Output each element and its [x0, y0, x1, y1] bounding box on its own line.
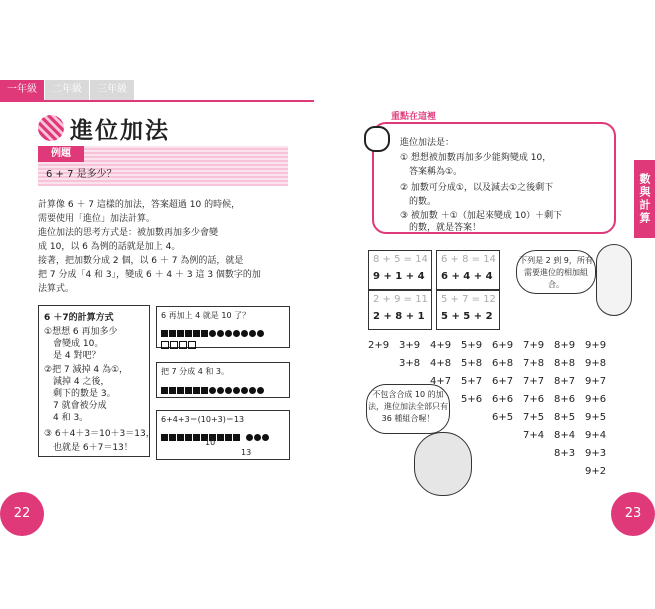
paragraph-line: 計算像 6 ＋ 7 這樣的加法，答案超過 10 的時候， [38, 200, 241, 210]
sum-cell: 7+8 [523, 358, 545, 369]
sum-cell: 5+8 [461, 358, 483, 369]
panel-3-label-10: 10 [205, 438, 216, 447]
sum-cell: 6+6 [492, 394, 514, 405]
equation-top: 2 + 9 = 11 [373, 294, 428, 305]
sum-cell: 9+9 [585, 340, 607, 351]
sum-cell: 4+8 [430, 358, 452, 369]
method-line: 剩下的數是 3。 [44, 389, 116, 399]
title-ball-icon [38, 115, 64, 141]
equation-box [368, 250, 432, 290]
panel-2-text: 把 7 分成 4 和 3。 [161, 367, 229, 376]
sum-cell: 8+6 [554, 394, 576, 405]
panel-1-empty-blocks [161, 334, 197, 353]
sum-cell: 6+7 [492, 376, 514, 387]
sum-cell: 8+9 [554, 340, 576, 351]
key-line: 的數，就是答案！ [400, 223, 482, 233]
key-line: 的數。 [400, 197, 437, 207]
paragraph-line: 成 10，以 6 為例的話就是加上 4。 [38, 242, 181, 252]
sum-cell: 8+8 [554, 358, 576, 369]
sum-cell: 4+9 [430, 340, 452, 351]
tab-grade-2[interactable]: 二年級 [45, 80, 89, 100]
method-line: 4 和 3。 [44, 413, 89, 423]
sum-cell: 9+7 [585, 376, 607, 387]
method-line: 也就是 6＋7＝13！ [44, 443, 133, 453]
sum-cell: 3+9 [399, 340, 421, 351]
sum-cell: 8+3 [554, 448, 576, 459]
page-title: 進位加法 [70, 118, 170, 144]
speech-bubble-nobita: 下列是 2 到 9，所有需要進位的相加組合。 [516, 250, 596, 294]
sum-cell: 8+7 [554, 376, 576, 387]
equation-bottom: 5 + 5 + 2 [441, 311, 493, 322]
paragraph-line: 把 7 分成「4 和 3」，變成 6 ＋ 4 ＋ 3 這 3 個數字的加 [38, 270, 261, 280]
method-line: 減掉 4 之後， [44, 377, 110, 387]
sum-cell: 9+2 [585, 466, 607, 477]
sum-cell: 2+9 [368, 340, 390, 351]
panel-step-2 [156, 362, 290, 398]
paragraph-line: 需要使用「進位」加法計算。 [38, 214, 156, 224]
example-label: 例題 [38, 146, 84, 162]
equation-box [436, 250, 500, 290]
sum-cell: 6+8 [492, 358, 514, 369]
equation-bottom: 2 + 8 + 1 [373, 311, 425, 322]
side-tab-number-calc[interactable]: 數與計算 [634, 160, 655, 238]
sum-cell: 8+5 [554, 412, 576, 423]
method-line: ③ 6＋4＋3＝10＋3＝13， [44, 429, 155, 439]
panel-1-text: 6 再加上 4 就是 10 了？ [161, 311, 251, 320]
paragraph-line: 接著，把加數分成 2 個，以 6 ＋ 7 為例的話，就是 [38, 256, 244, 266]
example-question: 6 + 7 是多少？ [46, 169, 117, 180]
method-line: 7 就會被分成 [44, 401, 107, 411]
sum-cell: 9+5 [585, 412, 607, 423]
page-number-right: 23 [611, 492, 655, 536]
equation-box [368, 290, 432, 330]
equation-bottom: 6 + 4 + 4 [441, 271, 493, 282]
sum-cell: 6+9 [492, 340, 514, 351]
sum-cell: 5+7 [461, 376, 483, 387]
equation-box [436, 290, 500, 330]
speech-bubble-doraemon: 不包含合成 10 的加法，進位加法全部只有 36 種組合喔！ [366, 384, 450, 434]
panel-step-3 [156, 410, 290, 460]
paragraph-line: 進位加法的思考方式是：被加數再加多少會變 [38, 228, 219, 238]
key-point-label: 重點在這裡 [388, 109, 439, 122]
sum-cell: 9+6 [585, 394, 607, 405]
method-line: ②把 7 減掉 4 為①， [44, 365, 129, 375]
equation-top: 6 + 8 = 14 [441, 254, 496, 265]
sum-cell: 9+8 [585, 358, 607, 369]
paragraph-line: 法算式。 [38, 284, 75, 294]
sum-cell: 9+4 [585, 430, 607, 441]
panel-2-blocks [161, 380, 265, 399]
sum-cell: 5+9 [461, 340, 483, 351]
method-line: 是 4 對吧？ [44, 351, 101, 361]
tab-grade-3[interactable]: 三年級 [90, 80, 134, 100]
equation-top: 5 + 7 = 12 [441, 294, 496, 305]
sum-cell: 5+6 [461, 394, 483, 405]
sum-cell: 7+6 [523, 394, 545, 405]
key-line: ② 加數可分成①，以及減去①之後剩下 [400, 183, 554, 193]
sum-cell: 7+4 [523, 430, 545, 441]
tab-grade-1[interactable]: 一年級 [0, 80, 44, 100]
sum-cell: 6+5 [492, 412, 514, 423]
sum-cell: 9+3 [585, 448, 607, 459]
key-line: 進位加法是： [400, 138, 455, 148]
sum-cell: 3+8 [399, 358, 421, 369]
nobita-character-icon [596, 244, 632, 316]
key-line: ① 想想被加數再加多少能夠變成 10， [400, 153, 552, 163]
method-line: 會變成 10。 [44, 339, 104, 349]
key-line: ③ 被加數 ＋①（加起來變成 10）＋剩下 [400, 211, 563, 221]
panel-3-text: 6+4+3＝(10+3)＝13 [161, 415, 245, 424]
page-number-left: 22 [0, 492, 44, 536]
sum-cell: 4+7 [430, 376, 452, 387]
sum-cell: 7+5 [523, 412, 545, 423]
equation-top: 8 + 5 = 14 [373, 254, 428, 265]
lightbulb-icon [364, 126, 390, 152]
method-title: 6 ＋7的計算方式 [44, 313, 114, 323]
sum-cell: 7+9 [523, 340, 545, 351]
sum-cell: 7+7 [523, 376, 545, 387]
key-line: 答案稱為①。 [400, 167, 463, 177]
header-divider [0, 100, 314, 102]
panel-3-label-13: 13 [241, 448, 252, 457]
panel-3-blocks [161, 427, 270, 446]
panel-step-1 [156, 306, 290, 348]
grade-tabs [0, 80, 135, 100]
equation-bottom: 9 + 1 + 4 [373, 271, 425, 282]
doraemon-character-icon [414, 432, 472, 496]
sum-cell: 8+4 [554, 430, 576, 441]
method-line: ①想想 6 再加多少 [44, 327, 118, 337]
